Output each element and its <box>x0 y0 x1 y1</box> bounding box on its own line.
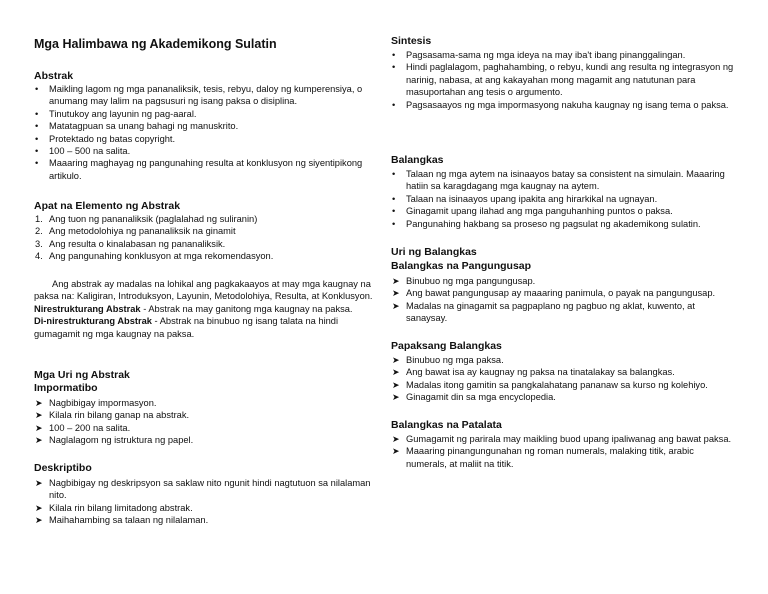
list-item: • Talaan na isinaayos upang ipakita ang hirarkikal na ugnayan. <box>392 193 658 204</box>
list-item: ➤ Ginagamit din sa mga encyclopedia. <box>392 392 556 403</box>
abstrak-paragraph: Ang abstrak ay madalas na lohikal ang pagkakaayos at may mga kaugnay na paksa na: Kaligiran, Introduksyon, Layunin, Metodolohiya, Resulta, at Konklusyon. Nirestrukturang Abstrak - Abstrak na may ganitong mga kaugnay na paksa. Di-nirestrukturang Abstrak - Abstrak na binubuo ng isang talata na hindi gumagamit ng mga kaugnay na paksa. <box>34 278 379 340</box>
list-item: 3. Ang resulta o kinalabasan ng pananaliksik. <box>35 238 226 249</box>
uri-heading: Mga Uri ng Abstrak <box>34 369 130 381</box>
list-item: 1. Ang tuon ng pananaliksik (paglalahad ng suliranin) <box>35 214 258 224</box>
arrow-bullet-icon: ➤ <box>35 435 43 446</box>
list-item: ➤ Kilala rin bilang limitadong abstrak. <box>35 502 193 513</box>
impormatibo-heading: Impormatibo <box>34 382 98 394</box>
arrow-bullet-icon: ➤ <box>35 502 43 513</box>
sintesis-list <box>391 49 736 111</box>
list-item: • Ginagamit upang ilahad ang mga panguhanhing puntos o paksa. <box>392 206 673 217</box>
pangungusap-heading: Balangkas na Pangungusap <box>391 260 532 272</box>
bullet-icon: • <box>35 133 39 144</box>
list-item: ➤ Binubuo ng mga pangungusap. <box>392 276 536 286</box>
arrow-bullet-icon: ➤ <box>392 355 400 365</box>
list-item: • Matatagpuan sa unang bahagi ng manuskrito. <box>35 121 239 132</box>
list-item: • Pagsasaayos ng mga impormasyong nakuha kaugnay ng isang tema o paksa. <box>392 99 729 110</box>
list-item: ➤ Gumagamit ng parirala may maikling buod upang ipaliwanag ang bawat paksa. <box>392 434 732 444</box>
elemento-list <box>34 213 379 263</box>
arrow-bullet-icon: ➤ <box>392 379 400 390</box>
arrow-bullet-icon: ➤ <box>392 434 400 444</box>
bullet-icon: • <box>392 99 396 110</box>
uri-balangkas-heading: Uri ng Balangkas <box>391 246 477 258</box>
abstrak-heading: Abstrak <box>34 70 74 82</box>
bullet-icon: • <box>35 121 39 132</box>
bullet-icon: • <box>35 146 39 157</box>
list-item: • 100 – 500 na salita. <box>35 146 131 157</box>
list-item: • Protektado ng batas copyright. <box>35 133 176 144</box>
list-item: ➤ Madalas na ginagamit sa pagpaplano ng pagbuo ng aklat, kuwento, at sanaysay. <box>392 300 695 324</box>
list-item: ➤ Ang bawat pangungusap ay maaaring panimula, o payak na pangungusap. <box>392 288 716 299</box>
list-item: ➤ Naglalagom ng istruktura ng papel. <box>35 435 194 446</box>
arrow-bullet-icon: ➤ <box>35 515 43 526</box>
bullet-icon: • <box>392 193 396 204</box>
bullet-icon: • <box>392 169 396 179</box>
dinires-definition: Di-nirestrukturang Abstrak - Abstrak na binubuo ng isang talata na hindi gumagamit ng mga kaugnay na paksa. <box>34 316 339 339</box>
list-item: ➤ Ang bawat isa ay kaugnay ng paksa na tinatalakay sa balangkas. <box>392 367 675 378</box>
list-item: 4. Ang pangunahing konklusyon at mga rekomendasyon. <box>35 251 274 262</box>
list-item: • Maaaring maghayag ng pangunahing resulta at konklusyon ng siyentipikong artikulo. <box>35 158 363 181</box>
pangungusap-list <box>391 275 736 325</box>
list-item: • Pagsasama-sama ng mga ideya na may iba't ibang pinanggalingan. <box>392 50 686 60</box>
arrow-bullet-icon: ➤ <box>35 410 43 421</box>
list-item: ➤ Maaaring pinangungunahan ng roman numerals, malaking titik, arabic numerals, at maliit na titik. <box>392 446 694 469</box>
list-item: • Talaan ng mga aytem na isinaayos batay sa consistent na simulain. Maaaring hatiin sa karagdagang mga kaugnay na aytem. <box>392 169 725 192</box>
arrow-bullet-icon: ➤ <box>392 367 400 378</box>
list-item: • Tinutukoy ang layunin ng pag-aaral. <box>35 108 197 119</box>
abstrak-list <box>34 83 379 182</box>
arrow-bullet-icon: ➤ <box>392 300 400 311</box>
patalata-list <box>391 433 736 470</box>
bullet-icon: • <box>392 206 396 217</box>
list-item: ➤ Nagbibigay ng deskripsyon sa saklaw nito ngunit hindi nagtutuon sa nilalaman nito. <box>35 478 371 501</box>
bullet-icon: • <box>392 50 396 60</box>
page-title: Mga Halimbawa ng Akademikong Sulatin <box>34 37 277 51</box>
impormatibo-list <box>34 397 379 447</box>
arrow-bullet-icon: ➤ <box>35 478 43 488</box>
arrow-bullet-icon: ➤ <box>392 446 400 457</box>
list-item: 2. Ang metodolohiya ng pananaliksik na ginamit <box>35 226 236 237</box>
nires-definition: Nirestrukturang Abstrak - Abstrak na may ganitong mga kaugnay na paksa. <box>34 303 353 314</box>
list-item: ➤ Maihahambing sa talaan ng nilalaman. <box>35 515 209 526</box>
list-item: ➤ Madalas itong gamitin sa pangkalahatang pananaw sa kurso ng kolehiyo. <box>392 379 708 390</box>
arrow-bullet-icon: ➤ <box>392 276 400 286</box>
elemento-heading: Apat na Elemento ng Abstrak <box>34 200 181 212</box>
patalata-heading: Balangkas na Patalata <box>391 419 502 431</box>
deskriptibo-list <box>34 477 379 527</box>
list-item: ➤ Nagbibigay impormasyon. <box>35 398 157 408</box>
balangkas-heading: Balangkas <box>391 154 444 166</box>
papaksang-list <box>391 354 736 404</box>
bullet-icon: • <box>392 218 396 229</box>
bullet-icon: • <box>35 84 39 94</box>
papaksang-heading: Papaksang Balangkas <box>391 340 502 352</box>
arrow-bullet-icon: ➤ <box>392 288 400 299</box>
sintesis-heading: Sintesis <box>391 35 432 47</box>
arrow-bullet-icon: ➤ <box>35 422 43 433</box>
arrow-bullet-icon: ➤ <box>35 398 43 408</box>
list-item: • Maikling lagom ng mga pananaliksik, tesis, rebyu, daloy ng kumperensiya, o anumang may lalim na pagsusuri ng isang paksa o disiplina. <box>35 84 363 107</box>
balangkas-list <box>391 168 736 230</box>
bullet-icon: • <box>35 158 39 169</box>
list-item: ➤ 100 – 200 na salita. <box>35 422 131 433</box>
bullet-icon: • <box>392 62 396 73</box>
list-item: ➤ Kilala rin bilang ganap na abstrak. <box>35 410 190 421</box>
list-item: • Hindi paglalagom, paghahambing, o rebyu, kundi ang resulta ng integrasyon ng narinig, nabasa, at ang kakayahan mong magamit ang natutunan para masuportahan ang tesis o argumento. <box>392 62 734 98</box>
list-item: • Pangunahing hakbang sa proseso ng pagsulat ng akademikong sulatin. <box>392 218 701 229</box>
list-item: ➤ Binubuo ng mga paksa. <box>392 355 504 365</box>
bullet-icon: • <box>35 108 39 119</box>
deskriptibo-heading: Deskriptibo <box>34 462 92 474</box>
arrow-bullet-icon: ➤ <box>392 392 400 403</box>
